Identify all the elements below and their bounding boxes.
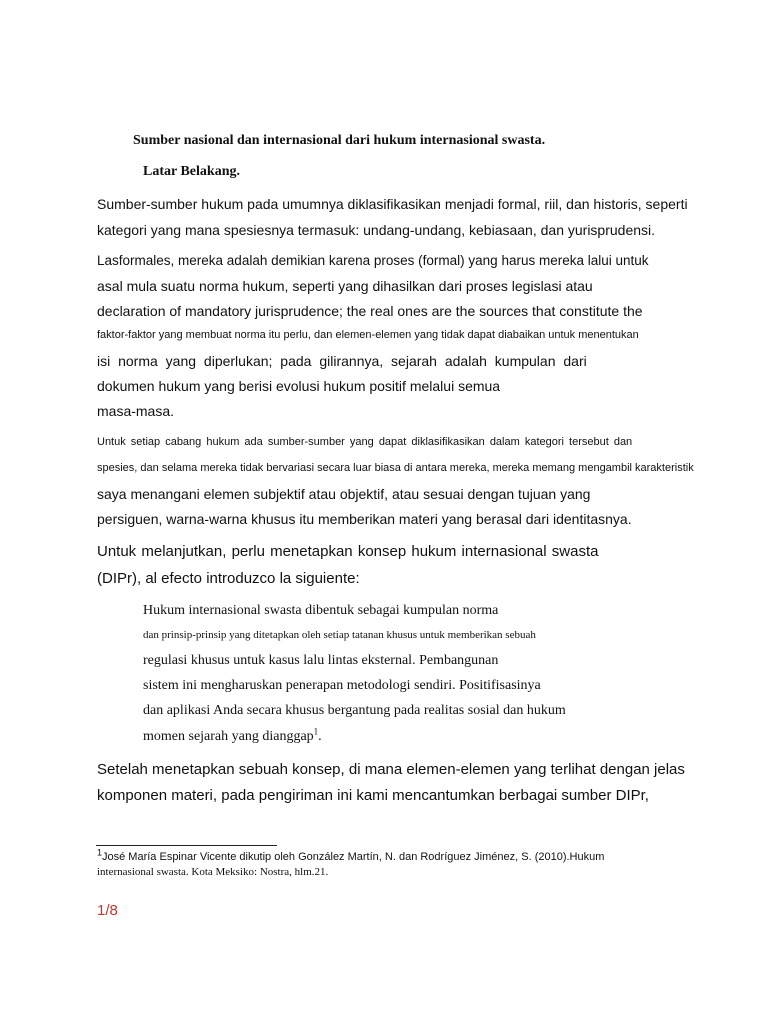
paragraph-line: Untuk melanjutkan, perlu menetapkan konsep hukum internasional swasta <box>97 543 599 560</box>
paragraph-line: persiguen, warna-warna khusus itu memberikan materi yang berasal dari identitasnya. <box>97 511 632 527</box>
paragraph-line: masa-masa. <box>97 403 175 419</box>
quote-line <box>143 726 322 745</box>
quote-text: momen sejarah yang dianggap <box>143 729 314 744</box>
section-heading: Latar Belakang. <box>143 164 240 179</box>
paragraph-line: faktor-faktor yang membuat norma itu perlu, dan elemen-elemen yang tidak dapat diabaikan untuk menentukan <box>97 329 639 341</box>
footnote-separator <box>96 845 277 846</box>
paragraph-line: spesies, dan selama mereka tidak bervariasi secara luar biasa di antara mereka, mereka memang mengambil karakteristik <box>97 462 694 474</box>
paragraph-line: Lasformales, mereka adalah demikian karena proses (formal) yang harus mereka lalui untuk <box>97 253 649 268</box>
paragraph-line: Untuk setiap cabang hukum ada sumber-sumber yang dapat diklasifikasikan dalam kategori tersebut dan <box>97 436 633 448</box>
footnote-reference[interactable]: 1 <box>313 726 319 737</box>
paragraph-line: komponen materi, pada pengiriman ini kami mencantumkan berbagai sumber DIPr, <box>97 787 649 804</box>
quote-line: dan prinsip-prinsip yang ditetapkan oleh setiap tatanan khusus untuk memberikan sebuah <box>143 629 536 641</box>
footnote-line: internasional swasta. Kota Meksiko: Nostra, hlm.21. <box>97 866 329 878</box>
paragraph-line: (DIPr), al efecto introduzco la siguiente: <box>97 570 360 587</box>
paragraph-line: Setelah menetapkan sebuah konsep, di mana elemen-elemen yang terlihat dengan jelas <box>97 761 685 778</box>
page-number: 1/8 <box>97 902 118 919</box>
paragraph-line: Sumber-sumber hukum pada umumnya diklasifikasikan menjadi formal, riil, dan historis, seperti <box>97 196 688 212</box>
paragraph-line: kategori yang mana spesiesnya termasuk: undang-undang, kebiasaan, dan yurisprudensi. <box>97 222 656 238</box>
paragraph-line: declaration of mandatory jurisprudence; the real ones are the sources that constitute the <box>97 303 643 319</box>
quote-end: . <box>318 729 322 744</box>
document-title: Sumber nasional dan internasional dari hukum internasional swasta. <box>133 133 546 148</box>
paragraph-line: asal mula suatu norma hukum, seperti yang dihasilkan dari proses legislasi atau <box>97 278 593 294</box>
quote-line: Hukum internasional swasta dibentuk sebagai kumpulan norma <box>143 603 499 618</box>
footnote-mark: 1 <box>97 847 103 858</box>
footnote-line <box>97 847 605 863</box>
paragraph-line: isi norma yang diperlukan; pada gilirannya, sejarah adalah kumpulan dari <box>97 353 587 369</box>
quote-line: sistem ini mengharuskan penerapan metodologi sendiri. Positifisasinya <box>143 678 541 693</box>
paragraph-line: saya menangani elemen subjektif atau objektif, atau sesuai dengan tujuan yang <box>97 486 591 502</box>
paragraph-line: dokumen hukum yang berisi evolusi hukum positif melalui semua <box>97 378 501 394</box>
quote-line: regulasi khusus untuk kasus lalu lintas eksternal. Pembangunan <box>143 653 499 668</box>
footnote-text: José María Espinar Vicente dikutip oleh González Martín, N. dan Rodríguez Jiménez, S. (2010).Hukum <box>102 851 605 863</box>
quote-line: dan aplikasi Anda secara khusus bergantung pada realitas sosial dan hukum <box>143 703 566 718</box>
